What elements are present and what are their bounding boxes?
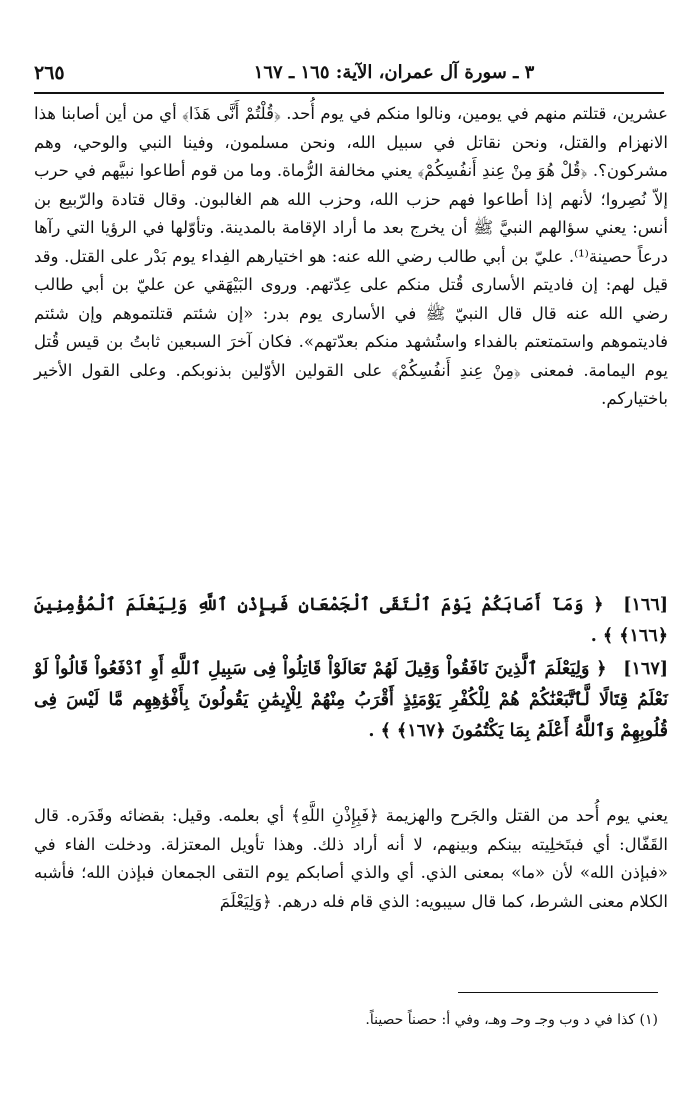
page-number: ٢٦٥ xyxy=(34,62,65,84)
quran-verses xyxy=(34,590,668,749)
commentary-paragraph: عشرين، قتلتم منهم في يومين، ونالوا منكم في يوم أُحد. ﴿قُلْتُمْ أَنَّى هَذَا﴾ أي من أين أصابنا هذا الانهزام والقتل، ونحن نقاتل في سبيل الله، ونحن مسلمون، وفينا النبي والوحي، وهم مشركون؟. ﴿قُلْ هُوَ مِنْ عِندِ أَنفُسِكُمْ﴾ يعني مخالفة الرُّماة. وما من قوم أطاعوا نبيَّهم في حرب إلاّ نُصِروا؛ لأنهم إذا أطاعوا فهم حزب الله، وحزب الله هم الغالبون. وقال قتادة والرّبيع بن أنس: يعني سؤالهم النبيَّ ﷺ أن يخرج بعد ما أراد الإقامة بالمدينة. وتأوّلها في الرؤيا التي رآها درعاً حصينة⁽¹⁾. عليّ بن أبي طالب رضي الله عنه: هو اختيارهم الفِداء يوم بَدْر على القتل. وقد قيل لهم: إن فاديتم الأسارى قُتل منكم على عِدّتهم. وروى البَيْهَقي عن عليّ بن أبي طالب رضي الله عنه قال قال النبيّ ﷺ في الأسارى يوم بدر: «إن شئتم قتلتموهم وإن شئتم فاديتموهم واستمتعتم بالفداء واستُشهد منكم بعدّتهم». فكان آخرَ السبعين ثابتُ بن قيس قُتل يوم اليمامة. فمعنى ﴿مِنْ عِندِ أَنفُسِكُمْ﴾ على القولين الأوّلين بذنوبكم. وعلى القول الأخير باختياركم. xyxy=(34,104,668,408)
verse-text: ﴿ وَمَآ أَصَابَكُمْ يَوْمَ ٱلْتَقَى ٱلْجَمْعَانِ فَبِإِذْنِ ٱللَّهِ وَلِيَعْلَمَ ٱلْمُؤْمِنِينَ ﴿١٦٦﴾ ﴾ . xyxy=(34,595,668,646)
verse-number: [١٦٧] xyxy=(623,659,669,679)
commentary-text xyxy=(34,100,668,414)
commentary-paragraph: يعني يوم أُحد من القتل والجَرح والهزيمة ﴿فَبِإِذْنِ اللَّهِ﴾ أي بعلمه. وقيل: بقضائه وقَدَره. قال القَفّال: أي فبتَخلِيته بينكم وبينهم، لا أنه أراد ذلك. وهذا تأويل المعتزلة. ودخلت الفاء في «فبإذن الله» لأن «ما» بمعنى الذي. أي والذي أصابكم يوم التقى الجمعان فبإذن الله؛ فأشبه الكلام معنى الشرط، كما قال سيبويه: الذي قام فله درهم. ﴿وَلِيَعْلَمَ xyxy=(34,806,668,911)
commentary-text-2 xyxy=(34,802,668,916)
page-header xyxy=(34,60,664,94)
verse-166 xyxy=(34,590,668,652)
verse-text: ﴿ وَلِيَعْلَمَ ٱلَّذِينَ نَافَقُواْ وَقِيلَ لَهُمْ تَعَالَوْاْ قَاتِلُواْ فِى سَبِيلِ ٱللَّهِ أَوِ ٱدْفَعُواْ قَالُواْ لَوْ نَعْلَمُ قِتَالًا لَّٱتَّبَعْنَٰكُمْ هُمْ لِلْكُفْرِ يَوْمَئِذٍ أَقْرَبُ مِنْهُمْ لِلْإِيمَٰنِ يَقُولُونَ بِأَفْوَٰهِهِم مَّا لَيْسَ فِى قُلُوبِهِمْ وَٱللَّهُ أَعْلَمُ بِمَا يَكْتُمُونَ ﴿١٦٧﴾ ﴾ . xyxy=(34,659,668,741)
verse-number: [١٦٦] xyxy=(623,595,668,615)
footnote-divider xyxy=(458,992,658,993)
footnote: (١) كذا في د وب وجـ وحـ وهـ، وفي أ: حصناً حصيناً. xyxy=(365,1012,658,1028)
running-title: ٣ ـ سورة آل عمران، الآية: ١٦٥ ـ ١٦٧ xyxy=(253,62,535,83)
verse-167 xyxy=(34,654,668,747)
